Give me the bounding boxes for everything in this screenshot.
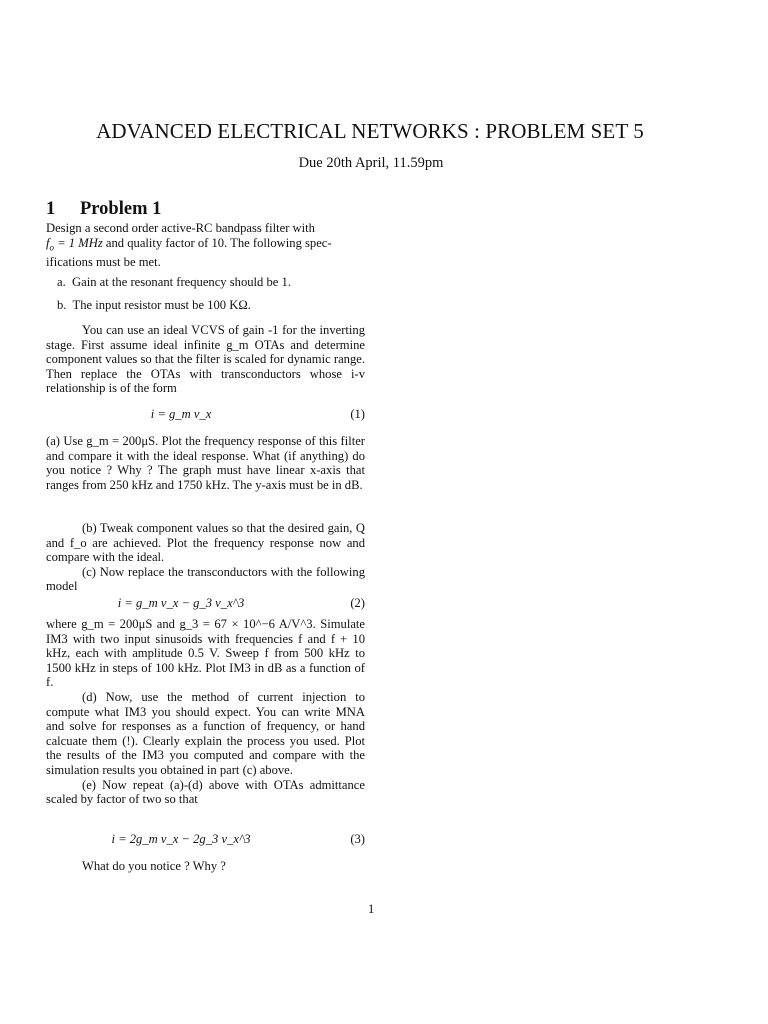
equation-number: (2) xyxy=(350,596,365,610)
paragraph-text: You can use an ideal VCVS of gain -1 for the inverting stage. First assume ideal infinite g_m OTAs and determine component values so that the filter is scaled for dynamic range. Then replace the OTAs with transconductors whose i-v relationship is of the form xyxy=(46,323,365,396)
list-text: Gain at the resonant frequency should be 1. xyxy=(72,275,291,289)
list-marker: a. xyxy=(57,275,66,289)
section-heading xyxy=(46,199,161,220)
intro-paragraph xyxy=(46,221,365,269)
paragraph-ota xyxy=(46,323,365,396)
closing-text: What do you notice ? Why ? xyxy=(82,859,226,873)
part-c2-text: where g_m = 200μS and g_3 = 67 × 10^−6 A/V^3. Simulate IM3 with two input sinusoids with frequencies f and f + 10 kHz, each with amplitude 0.5 V. Sweep f from 500 kHz to 1500 kHz in steps of 100 kHz. Plot IM3 in dB as a function of f. xyxy=(46,617,365,690)
part-e-text: (e) Now repeat (a)-(d) above with OTAs admittance scaled by factor of two so that xyxy=(46,777,365,807)
part-a xyxy=(46,434,365,492)
equation-expression: i = g_m v_x xyxy=(150,407,212,421)
list-text: The input resistor must be 100 KΩ. xyxy=(72,298,251,312)
list-item xyxy=(57,275,291,290)
page-title: ADVANCED ELECTRICAL NETWORKS : PROBLEM SET 5 xyxy=(96,119,644,143)
section-title: Problem 1 xyxy=(80,199,162,219)
section-number: 1 xyxy=(46,199,56,219)
equation-expression: i = 2g_m v_x − 2g_3 v_x^3 xyxy=(111,832,251,846)
part-d-text: (d) Now, use the method of current injection to compute what IM3 you should expect. You can write MNA and solve for responses as a function of frequency, or hand calcuate them (!). Clearly explain the process you used. Plot the results of the IM3 you computed and compare with the simulation results you obtained in part (c) above. xyxy=(46,689,365,777)
intro-line-2: $f_o = 1$ MHz and quality factor of 10. The following spec- xyxy=(46,235,332,253)
part-a-text: (a) Use g_m = 200μS. Plot the frequency response of this filter and compare it with the ideal response. What (if anything) do you notice ? Why ? The graph must have linear x-axis that ranges from 250 kHz and 1750 kHz. The y-axis must be in dB. xyxy=(46,434,365,492)
closing-question xyxy=(46,859,365,874)
part-c-continued xyxy=(46,617,365,807)
part-b xyxy=(46,521,365,594)
due-date: Due 20th April, 11.59pm xyxy=(298,155,444,171)
intro-line-1: Design a second order active-RC bandpass filter with xyxy=(46,221,315,235)
equation-expression: i = g_m v_x − g_3 v_x^3 xyxy=(117,596,245,610)
equation-number: (3) xyxy=(350,832,365,846)
equation-number: (1) xyxy=(350,407,365,421)
page-number: 1 xyxy=(368,902,375,916)
list-item xyxy=(57,298,251,313)
part-b-text: (b) Tweak component values so that the desired gain, Q and f_o are achieved. Plot the frequency response now and compare with the ideal. xyxy=(46,521,365,565)
intro-math: $f_o = 1$ MHz xyxy=(46,235,103,253)
part-c-text: (c) Now replace the transconductors with the following model xyxy=(46,564,365,594)
intro-line-3: ifications must be met. xyxy=(46,254,161,269)
list-marker: b. xyxy=(57,298,67,312)
